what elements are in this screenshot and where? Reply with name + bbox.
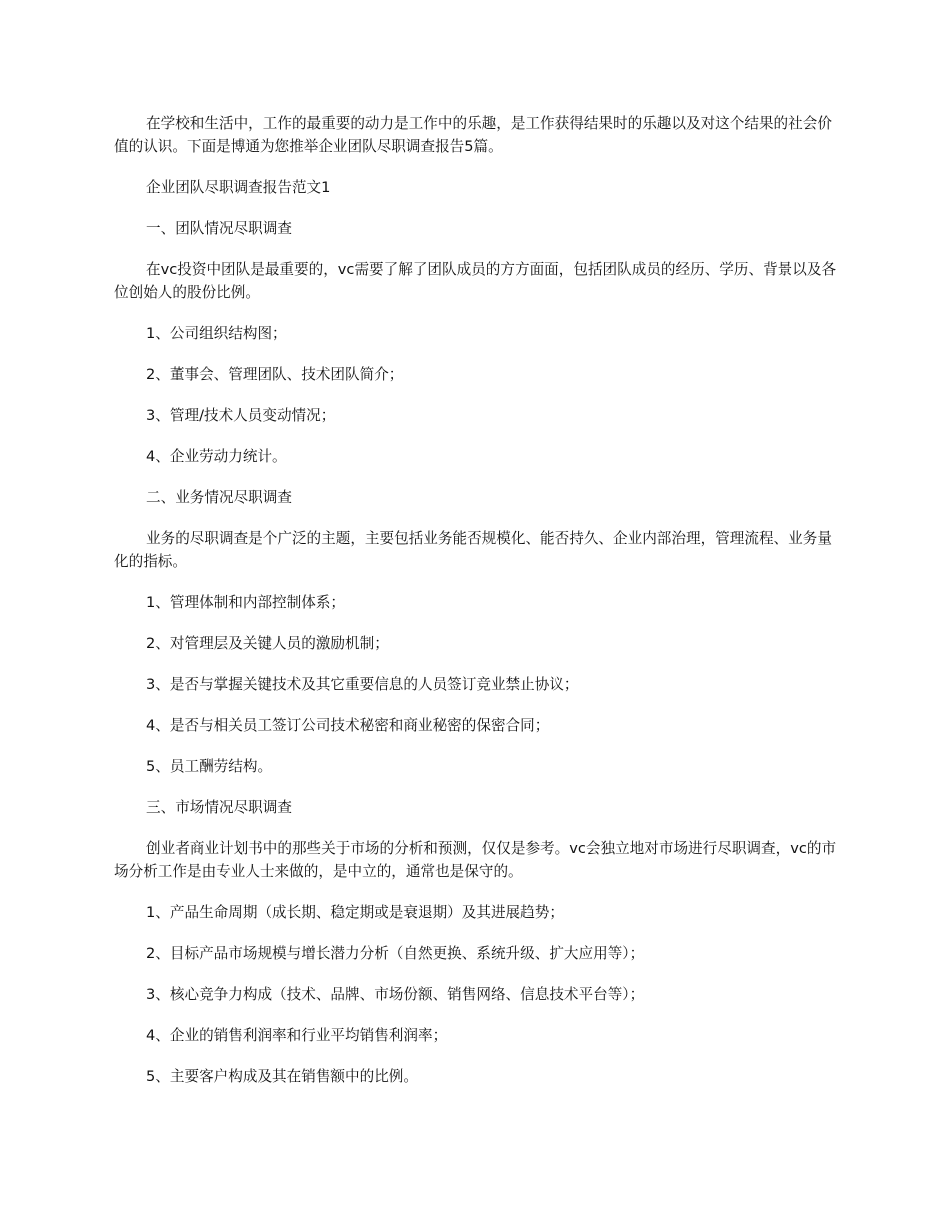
- list-item: 4、企业劳动力统计。: [146, 448, 287, 465]
- list-item: 1、管理体制和内部控制体系；: [146, 594, 346, 611]
- list-item: 2、董事会、管理团队、技术团队简介；: [146, 366, 404, 383]
- list-item: 4、企业的销售利润率和行业平均销售利润率；: [146, 1027, 448, 1044]
- list-item: 1、公司组织结构图；: [146, 325, 287, 342]
- document-body: [114, 112, 838, 1106]
- intro-paragraph: 在学校和生活中，工作的最重要的动力是工作中的乐趣，是工作获得结果时的乐趣以及对这个结果的社会价值的认识。下面是博通为您推举企业团队尽职调查报告5篇。: [114, 115, 832, 155]
- section-heading: 一、团队情况尽职调查: [146, 220, 292, 237]
- list-item: 3、是否与掌握关键技术及其它重要信息的人员签订竞业禁止协议；: [146, 676, 579, 693]
- list-item: 5、主要客户构成及其在销售额中的比例。: [146, 1068, 418, 1085]
- list-item: 1、产品生命周期（成长期、稳定期或是衰退期）及其进展趋势；: [146, 904, 564, 921]
- section-heading: 二、业务情况尽职调查: [146, 489, 292, 506]
- list-item: 3、管理/技术人员变动情况；: [146, 407, 336, 424]
- list-item: 5、员工酬劳结构。: [146, 758, 273, 775]
- body-paragraph: 在vc投资中团队是最重要的，vc需要了解了团队成员的方方面面，包括团队成员的经历、学历、背景以及各位创始人的股份比例。: [114, 261, 837, 301]
- list-item: 3、核心竞争力构成（技术、品牌、市场份额、销售网络、信息技术平台等）；: [146, 986, 645, 1003]
- list-item: 2、目标产品市场规模与增长潜力分析（自然更换、系统升级、扩大应用等）；: [146, 945, 645, 962]
- section-heading: 三、市场情况尽职调查: [146, 799, 292, 816]
- report-title: 企业团队尽职调查报告范文1: [146, 179, 331, 196]
- body-paragraph: 业务的尽职调查是个广泛的主题，主要包括业务能否规模化、能否持久、企业内部治理，管理流程、业务量化的指标。: [114, 530, 832, 570]
- list-item: 2、对管理层及关键人员的激励机制；: [146, 635, 389, 652]
- list-item: 4、是否与相关员工签订公司技术秘密和商业秘密的保密合同；: [146, 717, 550, 734]
- body-paragraph: 创业者商业计划书中的那些关于市场的分析和预测，仅仅是参考。vc会独立地对市场进行尽职调查，vc的市场分析工作是由专业人士来做的，是中立的，通常也是保守的。: [114, 840, 837, 880]
